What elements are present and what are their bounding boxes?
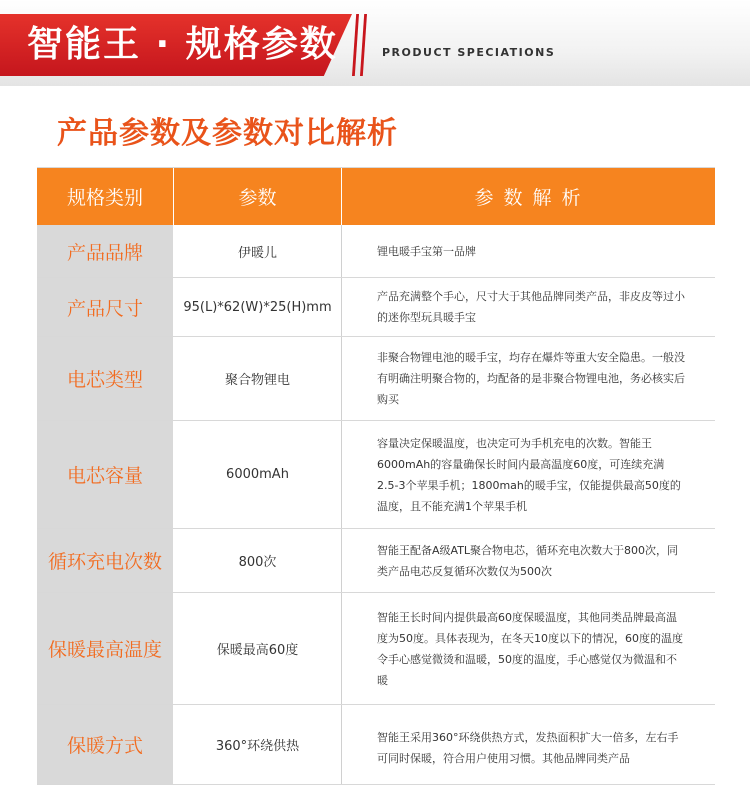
table-row [37,705,715,785]
value-cell [174,529,342,592]
header-category: 规格类别 [37,168,174,225]
analysis-cell [342,705,715,784]
category-cell [37,705,174,784]
table-row [37,529,715,593]
banner-title: 智能王 · 规格参数 [27,24,338,65]
analysis-cell [342,593,715,704]
spec-table [37,167,715,785]
analysis-cell [342,337,715,420]
category-label: 保暖方式 [66,735,143,757]
header-parameter: 参数 [174,168,342,225]
analysis-text: 容量决定保暖温度，也决定可为手机充电的次数。智能王6000mAh的容量确保长时间内最高温度60度，可连续充满2.5-3个苹果手机；1800mah的暖手宝，仅能提供最高50度的温度，且不能充满1个苹果手机 [377,436,681,513]
banner-decor-stripe [360,14,367,76]
banner-decor-stripe [352,14,359,76]
value-cell [174,705,342,784]
category-label: 电芯类型 [66,369,143,391]
header-banner [0,0,750,86]
analysis-text: 产品充满整个手心，尺寸大于其他品牌同类产品，非皮皮等过小的迷你型玩具暖手宝 [377,290,685,324]
analysis-text: 智能王长时间内提供最高60度保暖温度，其他同类品牌最高温度为50度。具体表现为，在冬天10度以下的情况，60度的温度令手心感觉微烫和温暖，50度的温度，手心感觉仅为微温和不暖 [377,610,683,687]
value-cell [174,593,342,704]
category-cell [37,337,174,420]
value-cell [174,337,342,420]
category-cell [37,529,174,592]
table-row [37,421,715,529]
value-cell [174,278,342,336]
value-text: 6000mAh [226,467,289,482]
table-row [37,225,715,278]
value-text: 360°环绕供热 [215,739,300,754]
category-cell [37,421,174,528]
header-analysis: 参 数 解 析 [342,168,715,225]
value-text: 伊暖儿 [237,245,277,261]
section-heading: 产品参数及参数对比解析 [57,116,398,151]
value-text: 聚合物锂电 [224,373,290,388]
analysis-cell [342,225,715,277]
category-label: 产品尺寸 [66,297,143,320]
category-label: 电芯容量 [66,465,143,487]
category-label: 循环充电次数 [47,551,162,573]
value-text: 保暖最高60度 [216,643,299,658]
value-cell [174,421,342,528]
table-header-row [37,168,715,225]
table-row [37,278,715,337]
analysis-text: 非聚合物锂电池的暖手宝，均存在爆炸等重大安全隐患。一般没有明确注明聚合物的，均配备的是非聚合物锂电池，务必核实后购买 [377,351,685,406]
category-label: 产品品牌 [66,241,143,264]
analysis-text: 智能王配备A级ATL聚合物电芯，循环充电次数大于800次，同类产品电芯反复循环次数仅为500次 [377,543,679,578]
value-text: 95(L)*62(W)*25(H)mm [183,299,332,315]
value-text: 800次 [238,555,277,570]
category-label: 保暖最高温度 [47,639,162,661]
category-cell [37,593,174,704]
category-cell [37,225,174,277]
analysis-cell [342,278,715,336]
value-cell [174,225,342,277]
table-row [37,593,715,705]
banner-subtitle: PRODUCT SPECIATIONS [382,46,556,59]
analysis-text: 智能王采用360°环绕供热方式，发热面积扩大一倍多，左右手可同时保暖，符合用户使用习惯。其他品牌同类产品 [377,731,679,765]
analysis-text: 锂电暖手宝第一品牌 [377,244,476,258]
analysis-cell [342,529,715,592]
table-row [37,337,715,421]
analysis-cell [342,421,715,528]
category-cell [37,278,174,336]
